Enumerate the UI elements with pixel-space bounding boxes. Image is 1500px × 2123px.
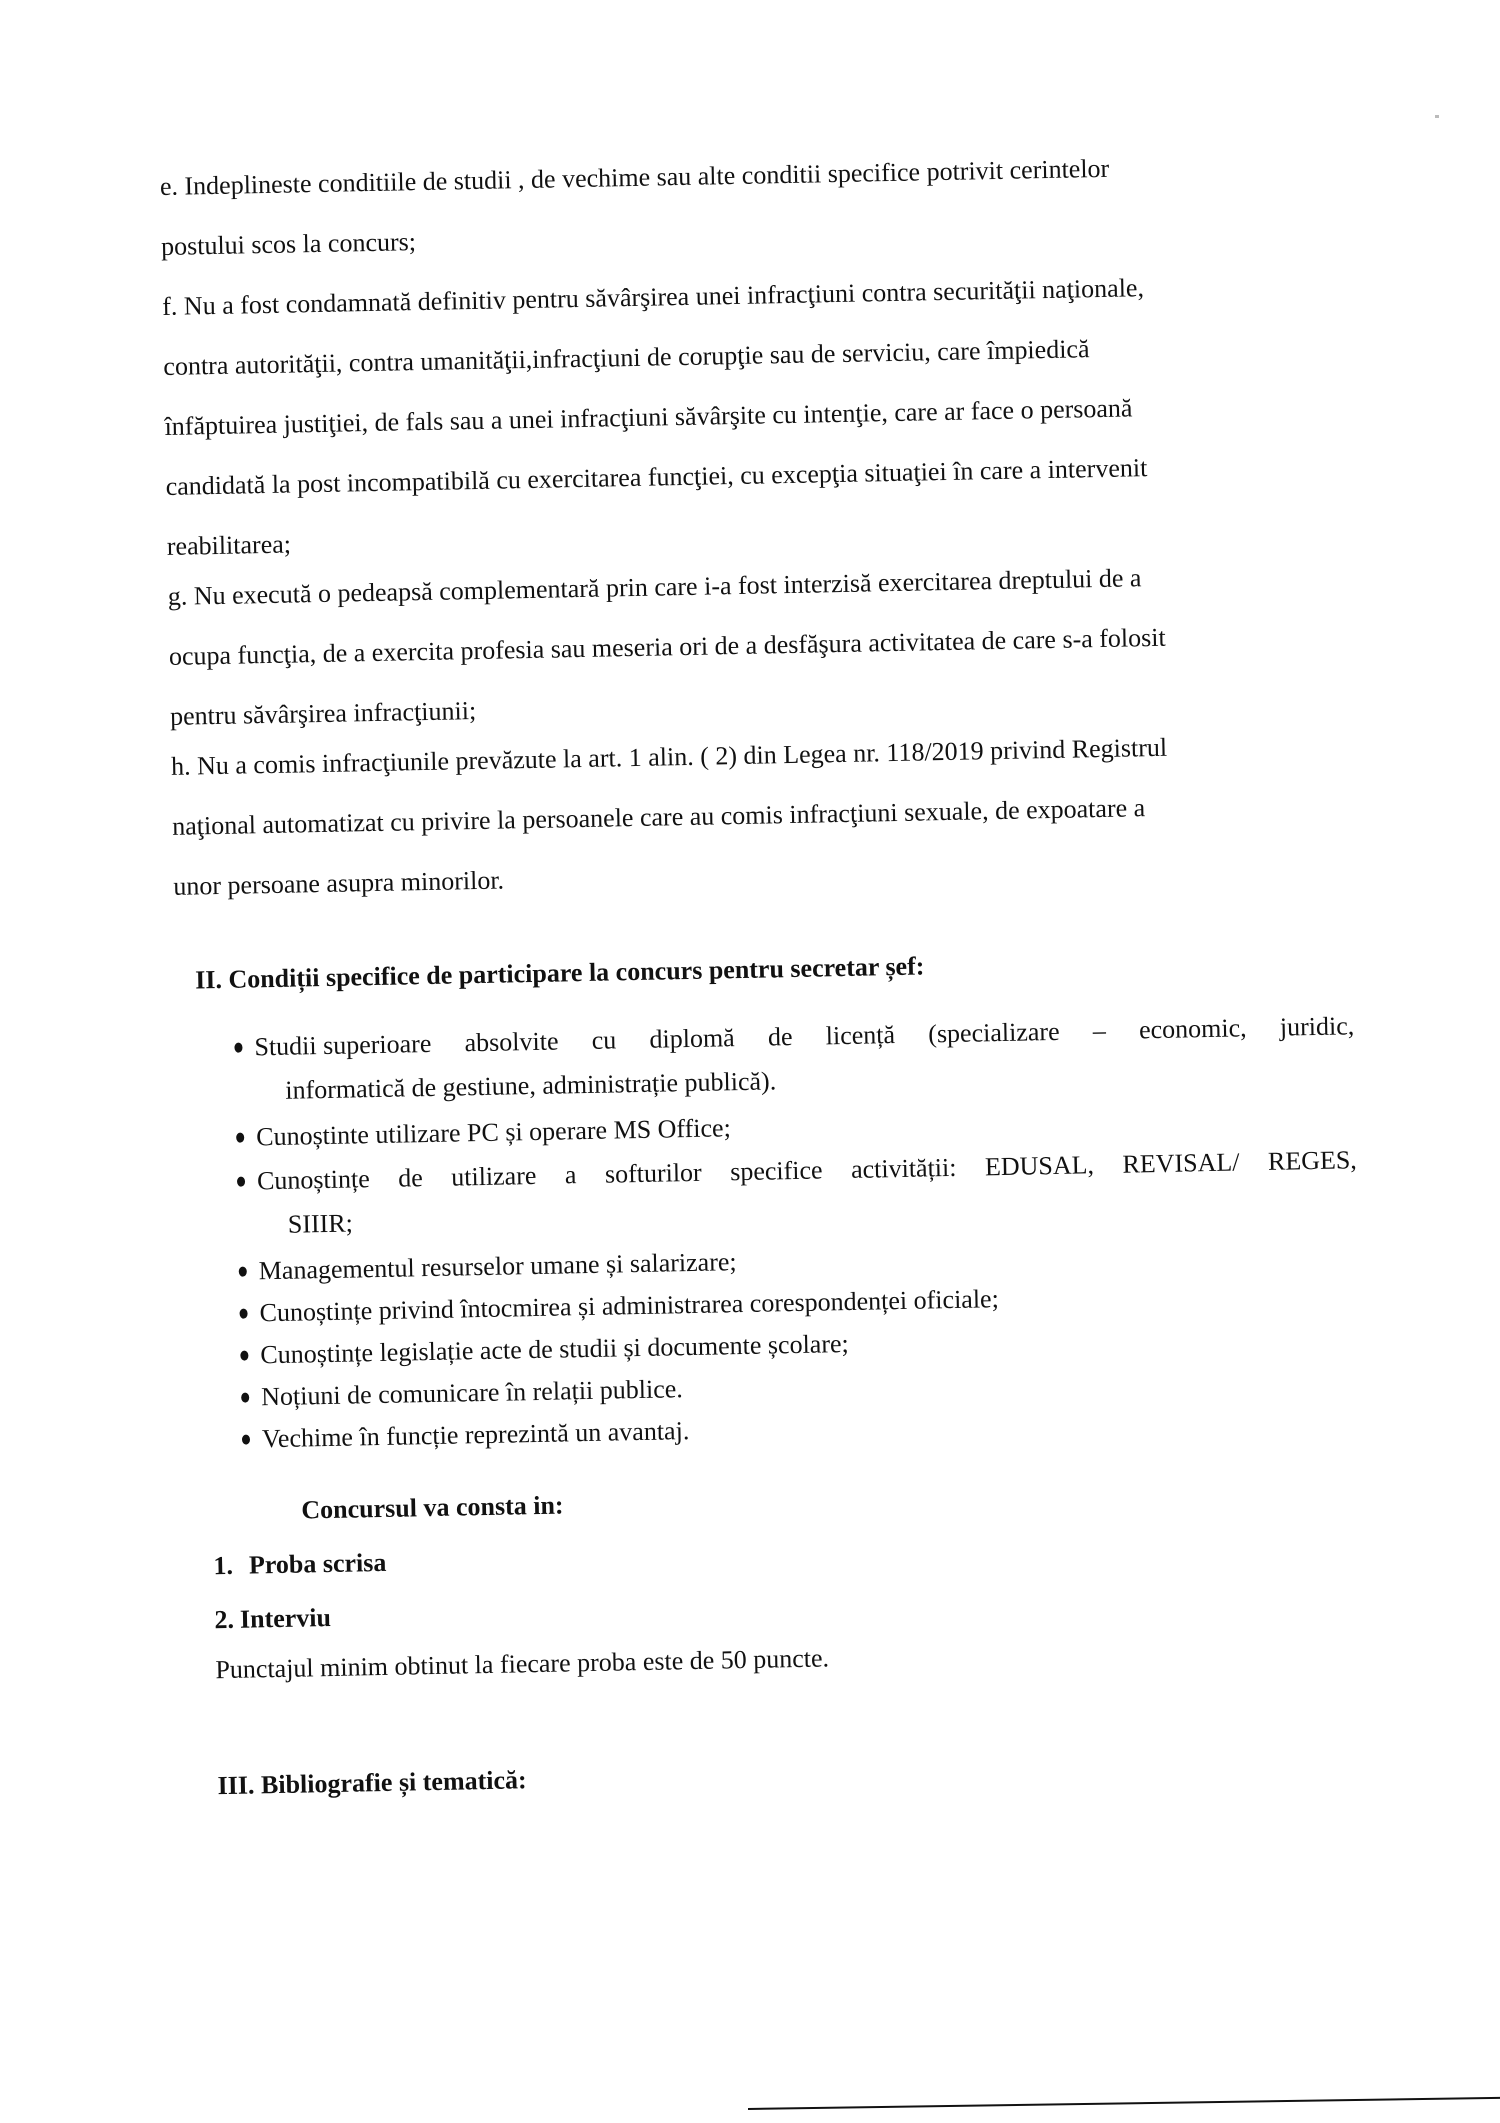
word: a — [564, 1160, 577, 1190]
bullet-icon — [239, 1267, 247, 1277]
scan-artifact — [1435, 115, 1439, 118]
bullet-text: Cunoștinte utilizare PC și operare MS Office; — [255, 1113, 732, 1152]
word: softurilor — [604, 1157, 702, 1189]
bullet-icon — [234, 1043, 242, 1053]
step-number: 2. — [214, 1604, 235, 1635]
word: activității: — [850, 1152, 957, 1184]
contest-heading: Concursul va consta in: — [301, 1490, 564, 1525]
condition-f-line-2: contra autorităţii, contra umanităţii,infracţiuni de corupţie sau de serviciu, care împiedică — [163, 334, 1090, 381]
word: absolvite — [464, 1026, 559, 1058]
word: REGES, — [1267, 1145, 1358, 1176]
bullet-text: Noțiuni de comunicare în relații publice. — [260, 1374, 684, 1412]
condition-h-line-1: h. Nu a comis infracţiunile prevăzute la art. 1 alin. ( 2) din Legea nr. 118/2019 privind Registrul — [170, 732, 1168, 781]
condition-f-line-1: f. Nu a fost condamnată definitiv pentru săvârşirea unei infracţiuni contra securităţii naţionale, — [161, 273, 1145, 321]
bullet-text: Vechime în funcție reprezintă un avantaj. — [261, 1416, 690, 1454]
step-label: Proba scrisa — [248, 1547, 387, 1580]
word: specifice — [729, 1155, 823, 1187]
word: de — [767, 1022, 793, 1052]
condition-h-line-3: unor persoane asupra minorilor. — [173, 865, 505, 901]
contest-step-2 — [214, 1603, 331, 1635]
step-label: Interviu — [239, 1602, 332, 1634]
bullet-icon — [237, 1177, 245, 1187]
bullet-item-software — [237, 1145, 1357, 1196]
bullet-item-pc-skills — [236, 1113, 731, 1152]
bullet-icon — [240, 1351, 248, 1361]
bullet-icon — [242, 1435, 250, 1445]
word: juridic, — [1279, 1011, 1355, 1042]
word: Studii superioare — [254, 1028, 432, 1062]
word: REVISAL/ — [1122, 1147, 1240, 1179]
contest-step-1 — [213, 1548, 386, 1581]
bullet-text: Cunoștințe legislație acte de studii și documente școlare; — [260, 1328, 850, 1370]
word: diplomă — [649, 1023, 735, 1054]
word: economic, — [1138, 1013, 1247, 1045]
word: de — [397, 1163, 424, 1193]
bullet-item-correspondence — [239, 1284, 999, 1329]
condition-f-line-4: candidată la post incompatibilă cu exercitarea funcţiei, cu excepţia situaţiei în care a intervenit — [165, 453, 1148, 501]
bullet-text: Managementul resurselor umane și salarizare; — [258, 1247, 737, 1286]
bullet-item-seniority — [242, 1416, 690, 1455]
step-number: 1. — [213, 1550, 234, 1581]
bullet-studies-line-1 — [254, 1011, 1354, 1062]
bullet-icon — [236, 1133, 244, 1143]
word: EDUSAL, — [984, 1150, 1095, 1182]
bullet-item-public-relations — [241, 1374, 683, 1412]
bullet-item-legislation — [240, 1329, 849, 1371]
condition-h-line-2: naţional automatizat cu privire la persoanele care au comis infracţiuni sexuale, de expoatare a — [171, 793, 1146, 841]
word: utilizare — [450, 1160, 537, 1192]
section-iii-heading: III. Bibliografie și tematică: — [217, 1765, 527, 1801]
bullet-icon — [239, 1309, 247, 1319]
bullet-software-line-2: SIIIR; — [287, 1208, 354, 1239]
bullet-studies-line-2: informatică de gestiune, administrație publică). — [285, 1066, 777, 1105]
bullet-text: Cunoștințe privind întocmirea și administrarea corespondenței oficiale; — [259, 1284, 1000, 1328]
condition-g-line-2: ocupa funcţia, de a exercita profesia sau meseria ori de a desfăşura activitatea de care s-a folosit — [168, 622, 1166, 671]
word: cu — [591, 1025, 617, 1055]
section-ii-heading: II. Condiții specifice de participare la concurs pentru secretar șef: — [194, 951, 925, 995]
minimum-score-note: Punctajul minim obtinut la fiecare proba este de 50 puncte. — [215, 1643, 830, 1685]
bullet-item-hr-management — [238, 1247, 736, 1287]
condition-e-line-2: postului scos la concurs; — [160, 227, 417, 261]
condition-g-line-3: pentru săvârşirea infracţiunii; — [169, 696, 477, 731]
word: – — [1092, 1016, 1107, 1046]
word: (specializare — [927, 1016, 1060, 1049]
condition-g-line-1: g. Nu execută o pedeapsă complementară prin care i-a fost interzisă exercitarea dreptului de a — [167, 563, 1142, 611]
condition-e-line-1: e. Indeplineste conditiile de studii , de vechime sau alte conditii specifice potrivit cerintelor — [159, 153, 1110, 201]
bullet-item-studies — [234, 1011, 1364, 1063]
condition-f-line-5: reabilitarea; — [166, 529, 292, 561]
condition-f-line-3: înfăptuirea justiţiei, de fals sau a unei infracţiuni săvârşite cu intenţie, care ar face o persoană — [164, 393, 1133, 441]
word: Cunoștințe — [256, 1164, 370, 1196]
bullet-icon — [241, 1393, 249, 1403]
word: licență — [825, 1020, 896, 1051]
bullet-software-line-1 — [257, 1145, 1357, 1196]
